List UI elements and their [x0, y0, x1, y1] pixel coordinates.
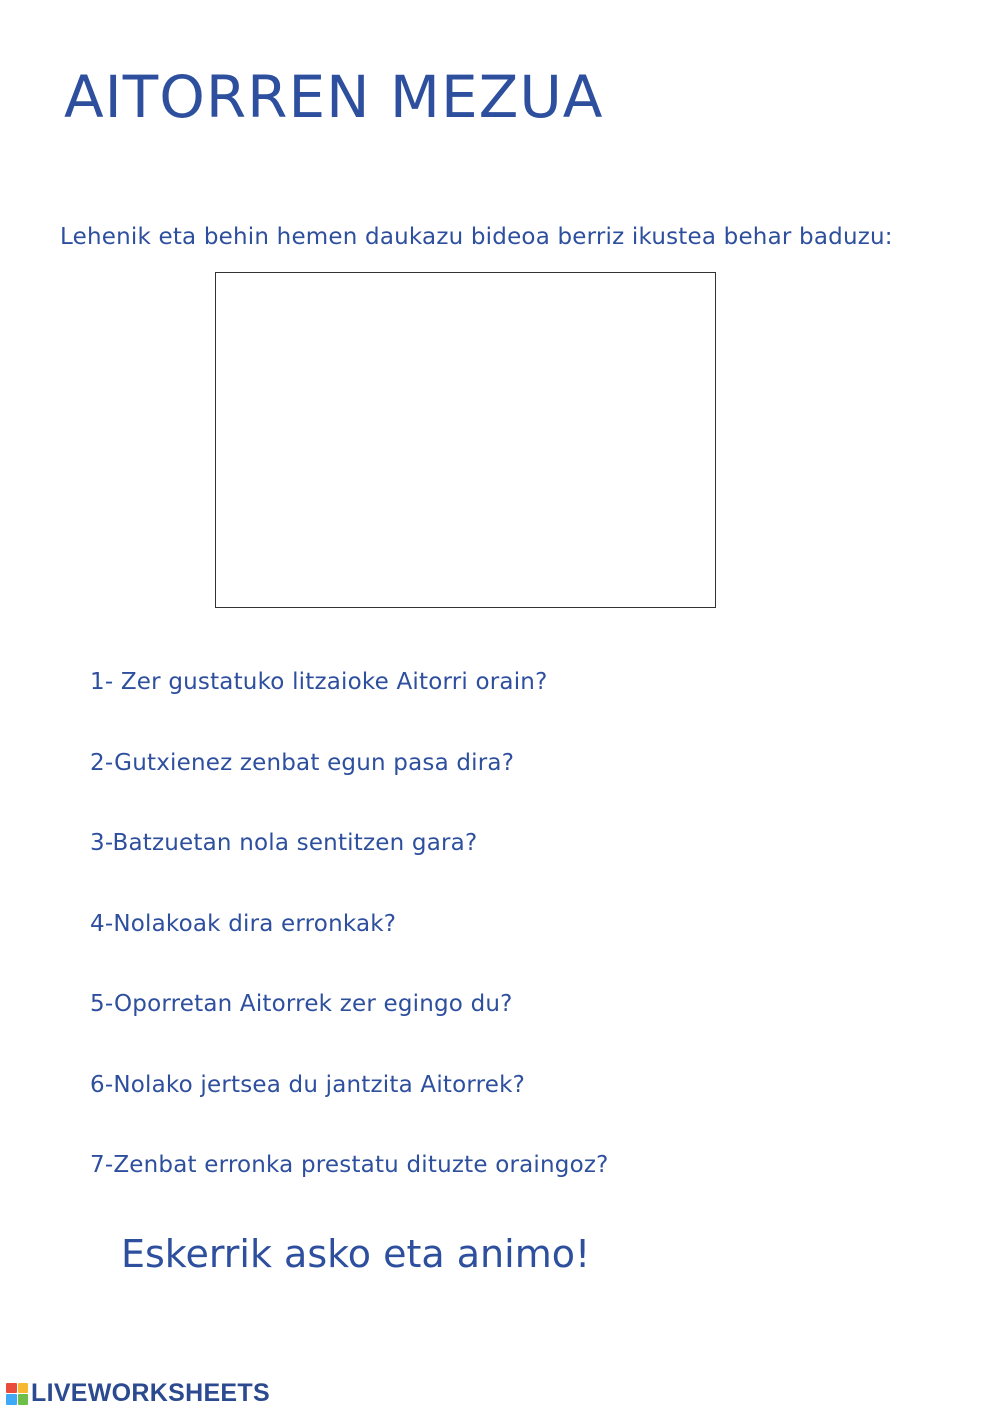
intro-text: Lehenik eta behin hemen daukazu bideoa berriz ikustea behar baduzu:	[60, 224, 893, 250]
liveworksheets-logo[interactable]	[6, 1381, 270, 1406]
liveworksheets-logo-icon	[6, 1383, 28, 1405]
question-item: 1- Zer gustatuko litzaioke Aitorri orain?	[90, 669, 548, 695]
logo-square-yellow	[18, 1383, 29, 1394]
video-placeholder[interactable]	[215, 272, 716, 608]
question-item: 3-Batzuetan nola sentitzen gara?	[90, 830, 478, 856]
logo-square-green	[18, 1394, 29, 1405]
closing-message: Eskerrik asko eta animo!	[121, 1232, 591, 1276]
question-item: 7-Zenbat erronka prestatu dituzte oraingoz?	[90, 1152, 609, 1178]
question-item: 5-Oporretan Aitorrek zer egingo du?	[90, 991, 513, 1017]
page-title: AITORREN MEZUA	[64, 63, 604, 131]
liveworksheets-brand-text: LIVEWORKSHEETS	[31, 1379, 270, 1407]
question-list	[90, 666, 609, 1230]
question-item: 2-Gutxienez zenbat egun pasa dira?	[90, 749, 515, 776]
logo-square-blue	[6, 1394, 17, 1405]
logo-square-red	[6, 1383, 17, 1394]
question-item: 4-Nolakoak dira erronkak?	[90, 910, 397, 937]
question-item: 6-Nolako jertsea du jantzita Aitorrek?	[90, 1071, 526, 1098]
